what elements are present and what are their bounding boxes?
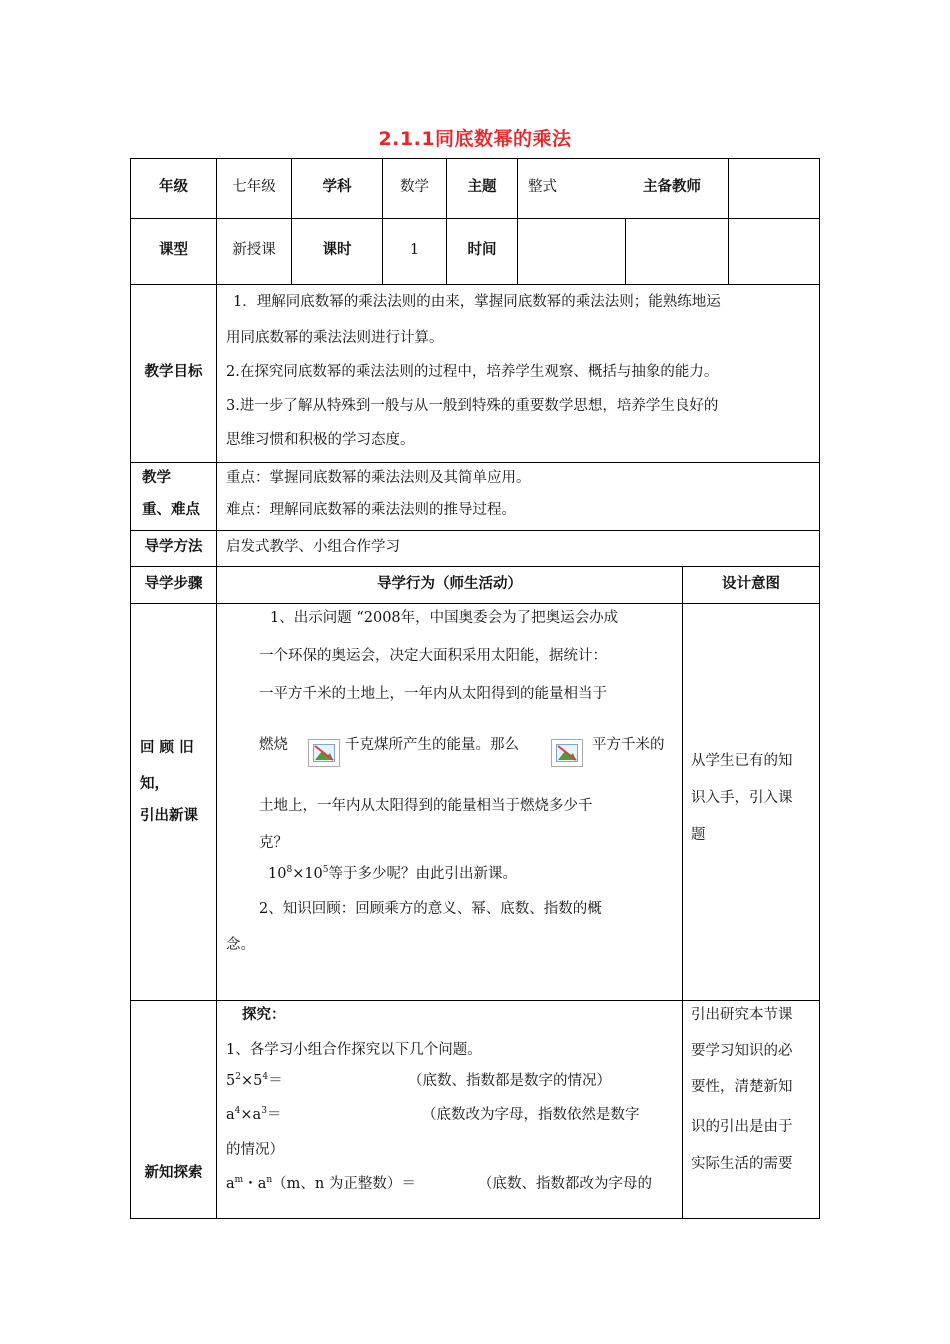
explore-intent: 实际生活的需要 [691, 1156, 793, 1172]
explore-formula: $a^m$・$a^n(m$、n 为正整数）＝ [226, 1175, 416, 1192]
explore-note: （底数、指数都改为字母的 [478, 1176, 652, 1192]
review-label: 知， [140, 776, 169, 792]
keypoint-line: 重点：掌握同底数幂的乘法法则及其简单应用。 [226, 470, 531, 486]
explore-formula: $a^4\times a^3=$ [226, 1106, 282, 1123]
explore-heading: 探究： [242, 1007, 286, 1023]
topic-label: 主题 [467, 179, 497, 195]
review-intent: 从学生已有的知 [691, 753, 793, 769]
review-text: 燃烧 [259, 737, 288, 753]
explore-formula: $5^2\times 5^4=$ [226, 1072, 283, 1089]
objectives-label: 教学目标 [144, 364, 203, 380]
explore-intent: 要学习知识的必 [691, 1043, 793, 1059]
broken-image-icon [551, 739, 583, 767]
hours-value: 1 [409, 242, 420, 258]
page-title: 2.1.1同底数幂的乘法 [378, 128, 572, 150]
review-intent: 题 [691, 827, 706, 843]
objective-line: 2.在探究同底数幂的乘法法则的过程中，培养学生观察、概括与抽象的能力。 [226, 364, 719, 380]
explore-note: 的情况） [226, 1142, 284, 1158]
review-intent: 识入手，引入课 [691, 790, 793, 806]
review-text: 克？ [259, 835, 288, 851]
method-value: 启发式教学、小组合作学习 [226, 539, 400, 555]
review-text: 1、出示问题 “2008年，中国奥委会为了把奥运会办成 [270, 610, 619, 626]
hours-label: 课时 [322, 242, 352, 258]
subject-value: 数学 [400, 179, 429, 195]
explore-intent: 识的引出是由于 [691, 1119, 793, 1135]
steps-header: 导学步骤 [144, 576, 203, 592]
broken-image-icon [308, 739, 340, 767]
objective-line: 思维习惯和积极的学习态度。 [226, 432, 415, 448]
actions-header: 导学行为（师生活动） [377, 576, 522, 592]
intent-header: 设计意图 [722, 576, 780, 592]
topic-value: 整式 [528, 179, 557, 195]
grade-label: 年级 [159, 179, 188, 195]
objective-line: 用同底数幂的乘法法则进行计算。 [226, 330, 444, 346]
review-text: 念。 [226, 937, 255, 953]
explore-intent: 要性，清楚新知 [691, 1079, 793, 1095]
review-text: 一个环保的奥运会，决定大面积采用太阳能，据统计： [259, 648, 607, 664]
keypoints-label: 教学 [142, 470, 171, 486]
subject-label: 学科 [322, 179, 352, 195]
grade-value: 七年级 [232, 179, 276, 195]
review-text: 千克煤所产生的能量。那么 [345, 737, 519, 753]
teacher-label: 主备教师 [643, 179, 701, 195]
explore-note: （底数、指数都是数字的情况） [408, 1073, 611, 1089]
type-value: 新授课 [232, 242, 276, 258]
keypoint-line: 难点：理解同底数幂的乘法法则的推导过程。 [226, 502, 516, 518]
review-text: 2、知识回顾：回顾乘方的意义、幂、底数、指数的概 [259, 901, 602, 917]
explore-note: （底数改为字母，指数依然是数字 [422, 1107, 640, 1123]
review-label: 回 顾 旧 [140, 740, 194, 756]
keypoints-label: 重、难点 [142, 502, 200, 518]
objective-line: 3.进一步了解从特殊到一般与从一般到特殊的重要数学思想，培养学生良好的 [226, 398, 719, 414]
explore-intent: 引出研究本节课 [691, 1007, 793, 1023]
method-label: 导学方法 [144, 539, 203, 555]
type-label: 课型 [159, 242, 188, 258]
review-text: 土地上，一年内从太阳得到的能量相当于燃烧多少千 [259, 798, 593, 814]
explore-label: 新知探索 [144, 1165, 203, 1181]
objective-line: 1．理解同底数幂的乘法法则的由来，掌握同底数幂的乘法法则；能熟练地运 [233, 294, 721, 310]
time-label: 时间 [467, 242, 497, 258]
review-text: 一平方千米的土地上，一年内从太阳得到的能量相当于 [259, 686, 607, 702]
review-text: 平方千米的 [592, 737, 665, 753]
review-label: 引出新课 [140, 808, 198, 824]
explore-text: 1、各学习小组合作探究以下几个问题。 [226, 1042, 482, 1058]
review-formula: $10^8\times 10^5$等于多少呢？由此引出新课。 [268, 865, 518, 882]
